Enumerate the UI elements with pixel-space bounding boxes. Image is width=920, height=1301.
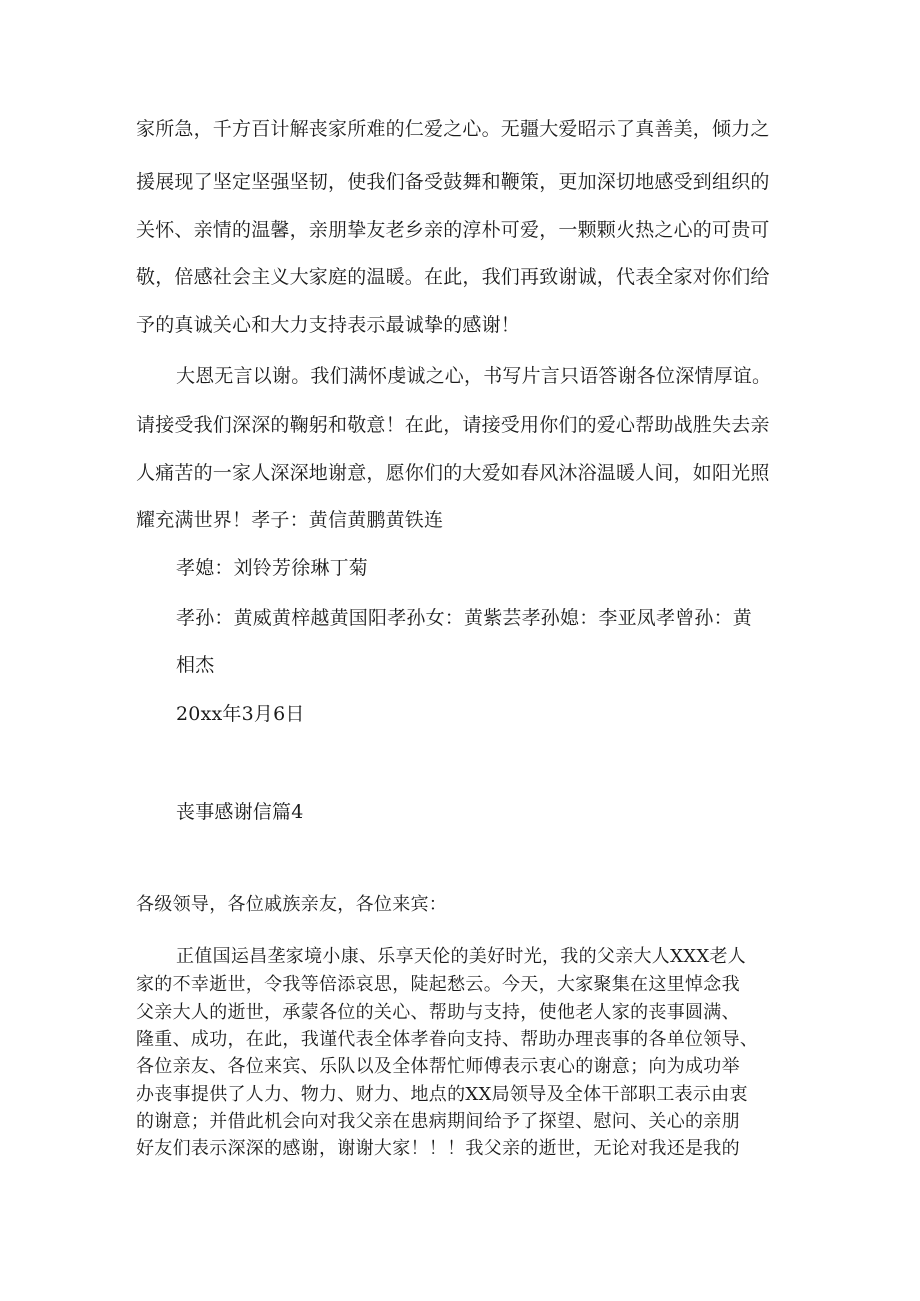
paragraph-line: 大恩无言以谢。我们满怀虔诚之心，书写片言只语答谢各位深情厚谊。 [176,365,772,387]
paragraph-line: 人痛苦的一家人深深地谢意，愿你们的大爱如春风沐浴温暖人间，如阳光照 [136,462,770,484]
paragraph-line: 正值国运昌垄家境小康、乐享天伦的美好时光，我的父亲大人XXX老人 [176,946,747,967]
paragraph-line: 各位亲友、各位来宾、乐队以及全体帮忙师傅表示衷心的谢意；向为成功举 [136,1056,740,1077]
paragraph-line: 请接受我们深深的鞠躬和敬意！在此，请接受用你们的爱心帮助战胜失去亲 [136,414,770,436]
section-title: 丧事感谢信篇4 [176,801,304,823]
paragraph-line: 家的不幸逝世，令我等倍添哀思，陡起愁云。今天，大家聚集在这里悼念我 [136,974,740,995]
paragraph-line: 好友们表示深深的感谢，谢谢大家！！！我父亲的逝世，无论对我还是我的 [136,1138,740,1159]
salutation: 各级领导，各位戚族亲友，各位来宾： [136,894,448,915]
paragraph-line: 家所急，千方百计解丧家所难的仁爱之心。无疆大爱昭示了真善美，倾力之 [136,118,770,140]
paragraph-line: 耀充满世界！孝子：黄信黄鹏黄铁连 [136,509,444,531]
letter-date: 20xx年3月6日 [176,703,305,725]
paragraph-line: 敬，倍感社会主义大家庭的温暖。在此，我们再致谢诚，代表全家对你们给 [136,266,770,288]
paragraph-line: 援展现了坚定坚强坚韧，使我们备受鼓舞和鞭策，更加深切地感受到组织的 [136,171,770,193]
signature-grandchildren-cont: 相杰 [176,654,215,676]
paragraph-line: 关怀、亲情的温馨，亲朋挚友老乡亲的淳朴可爱，一颗颗火热之心的可贵可 [136,219,770,241]
signature-daughters-in-law: 孝媳：刘铃芳徐琳丁菊 [176,557,369,579]
paragraph-line: 的谢意；并借此机会向对我父亲在患病期间给予了探望、慰问、关心的亲朋 [136,1111,740,1132]
paragraph-line: 父亲大人的逝世，承蒙各位的关心、帮助与支持，使他老人家的丧事圆满、 [136,1002,740,1023]
signature-grandchildren: 孝孙：黄威黄梓越黄国阳孝孙女：黄紫芸孝孙媳：李亚凤孝曾孙：黄 [176,607,753,629]
paragraph-line: 隆重、成功，在此，我谨代表全体孝眷向支持、帮助办理丧事的各单位领导、 [136,1029,759,1050]
paragraph-line: 办丧事提供了人力、物力、财力、地点的XX局领导及全体干部职工表示由衷 [136,1084,748,1105]
paragraph-line: 予的真诚关心和大力支持表示最诚挚的感谢！ [136,314,521,336]
